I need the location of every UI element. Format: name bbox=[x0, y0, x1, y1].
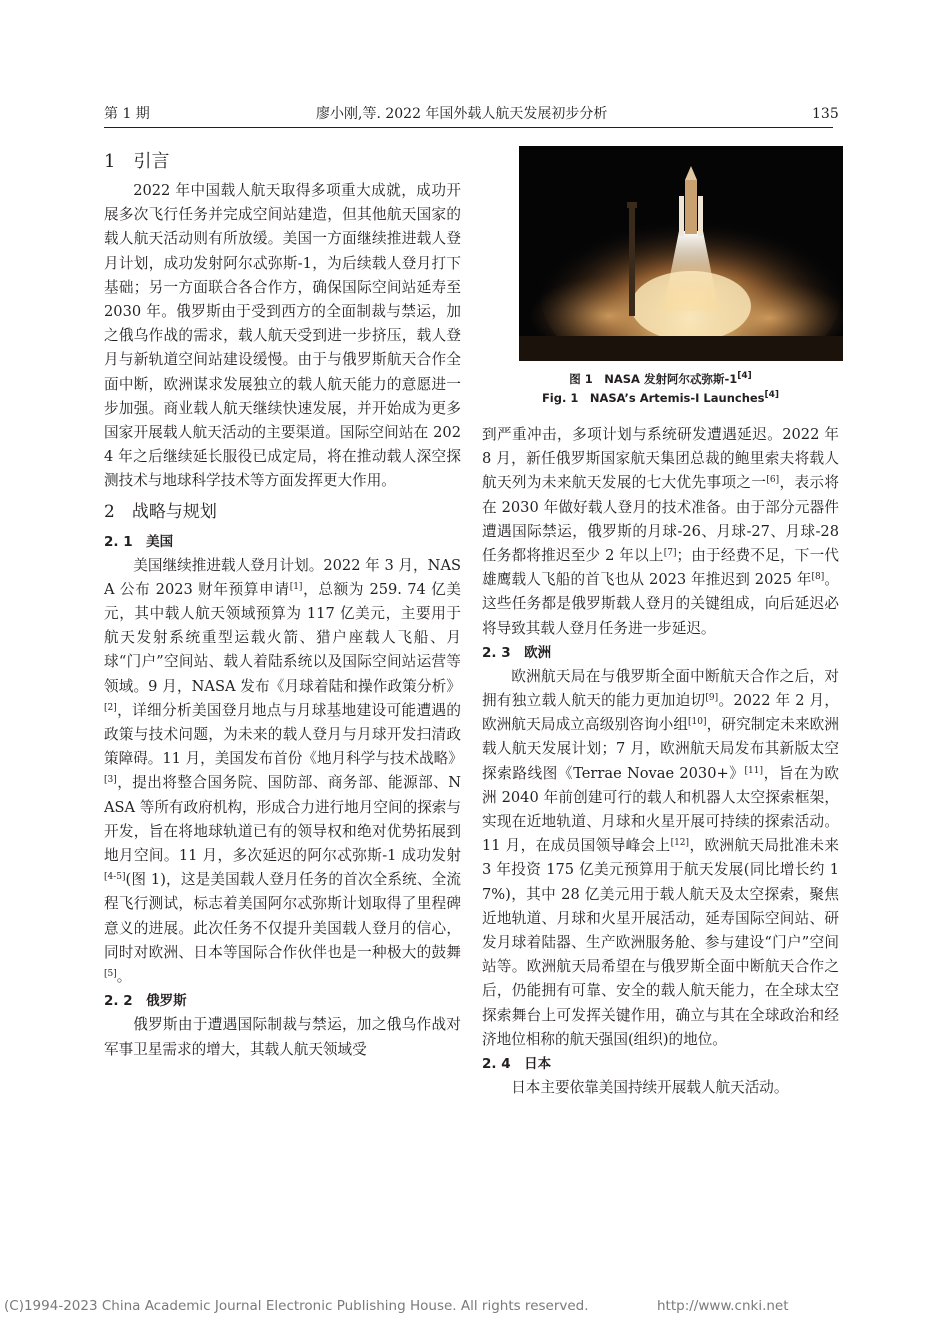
section-2-heading: 2 战略与规划 bbox=[104, 501, 217, 522]
copyright-notice: (C)1994-2023 China Academic Journal Electronic Publishing House. All rights reserved. bbox=[4, 1298, 589, 1314]
citation-10: [10] bbox=[688, 717, 707, 728]
right-column bbox=[482, 423, 839, 1100]
citation-12: [12] bbox=[670, 838, 690, 849]
figure-1-caption-en: Fig. 1 NASA’s Artemis-I Launches[4] bbox=[541, 390, 780, 405]
figure-1-image bbox=[519, 146, 843, 361]
intro-paragraph: 2022 年中国载人航天取得多项重大成就，成功开展多次飞行任务并完成空间站建造，但其他航天国家的载人航天活动则有所放缓。美国一方面继续推进载人登月计划，成功发射阿尔忒弥斯-1，为后续载人登月打下基础；另一方面联合各合作方，确保国际空间站延寿至 2030 年。俄罗斯由于受到西方的全面制裁与禁运，加之俄乌作战的需求，载人航天受到进一步挤压，载人登月与新轨道空间站建设缓慢。由于与俄罗斯航天合作全面中断，欧洲谋求发展独立的载人航天能力的意愿进一步加强。商业载人航天继续快速发展，并开始成为更多国家开展载人航天活动的主要渠道。国际空间站在 2024 年之后继续延长服役已成定局，将在推动载人深空探测技术与地球科学技术等方面发挥更大作用。 bbox=[104, 182, 461, 490]
cnki-url[interactable]: http://www.cnki.net bbox=[657, 1298, 789, 1314]
citation-1: [1] bbox=[289, 581, 303, 592]
russia-paragraph-start: 俄罗斯由于遭遇国际制裁与禁运，加之俄乌作战对军事卫星需求的增大，其载人航天领域受 bbox=[104, 1016, 461, 1058]
page-number: 135 bbox=[812, 106, 839, 122]
header-rule bbox=[104, 127, 833, 128]
us-paragraph: 美国继续推进载人登月计划。2022 年 3 月，NASA 公布 2023 财年预算申请[1]，总额为 259. 74 亿美元，其中载人航天领域预算为 117 亿美元，主要用于航天发射系统重型运载火箭、猎户座载人飞船、月球“门户”空间站、载人着陆系统以及国际空间站运营等领域。9 月，NASA 发布《月球着陆和操作政策分析》[2]，详细分析美国登月地点与月球基地建设可能遭遇的政策与技术问题，为未来的载人登月与月球开发扫清政策障碍。11 月，美国发布首份《地月科学与技术战略》[3]，提出将整合国务院、国防部、商务部、能源部、NASA 等所有政府机构，形成合力进行地月空间的探索与开发，旨在将地球轨道已有的领导权和绝对优势拓展到地月空间。11 月，多次延迟的阿尔忒弥斯-1 成功发射[4-5](图 1)，这是美国载人登月任务的首次全系统、全流程飞行测试，标志着美国阿尔忒弥斯计划取得了里程碑意义的进展。此次任务不仅提升美国载人登月的信心，同时对欧洲、日本等国际合作伙伴也是一种极大的鼓舞[5]。 bbox=[104, 556, 463, 986]
citation-8: [8] bbox=[811, 572, 825, 583]
citation-3: [3] bbox=[104, 775, 117, 786]
citation-9: [9] bbox=[705, 693, 719, 704]
citation-6: [6] bbox=[766, 475, 780, 486]
citation-5: [5] bbox=[104, 969, 117, 980]
subsection-2-2-heading: 2. 2 俄罗斯 bbox=[104, 993, 187, 1010]
citation-4-5: [4-5] bbox=[104, 872, 126, 883]
left-column bbox=[104, 146, 461, 1062]
japan-paragraph: 日本主要依靠美国持续开展载人航天活动。 bbox=[511, 1079, 789, 1097]
subsection-2-4-heading: 2. 4 日本 bbox=[482, 1056, 552, 1073]
europe-paragraph: 欧洲航天局在与俄罗斯全面中断航天合作之后，对拥有独立载人航天的能力更加迫切[9]。2022 年 2 月，欧洲航天局成立高级别咨询小组[10]，研究制定未来欧洲载人航天发展计划；7 月，欧洲航天局发布其新版太空探索路线图《Terrae Novae 2030+》[11]，旨在为欧洲 2040 年前创建可行的载人和机器人太空探索框架，实现在近地轨道、月球和火星开展可持续的探索活动。11 月，在成员国领导峰会上[12]，欧洲航天局批准未来 3 年投资 175 亿美元预算用于航天发展(同比增长约 17%)，其中 28 亿美元用于载人航天及太空探索，聚焦近地轨道、月球和火星开展活动，延寿国际空间站、研发月球着陆器、生产欧洲服务舱、参与建设“门户”空间站等。欧洲航天局希望在与俄罗斯全面中断航天合作之后，仍能拥有可靠、安全的载人航天能力，在全球太空探索舞台上可发挥关键作用，确立与其在全球政治和经济地位相称的航天强国(组织)的地位。 bbox=[482, 667, 839, 1048]
running-title: 廖小刚,等. 2022 年国外载人航天发展初步分析 bbox=[316, 106, 608, 122]
russia-paragraph-continued: 到严重冲击，多项计划与系统研发遭遇延迟。2022 年 8 月，新任俄罗斯国家航天集团总裁的鲍里索夫将载人航天列为未来航天发展的七大优先事项之一[6]，表示将在 2030 年做好载人登月的技术准备。由于部分元器件遭遇国际禁运，俄罗斯的月球-26、月球-27、月球-28 任务都将推迟至少 2 年以上[7]；由于经费不足，下一代雄鹰载人飞船的首飞也从 2023 年推迟到 2025 年[8]。这些任务都是俄罗斯载人登月的关键组成，向后延迟必将导致其载人登月任务进一步延迟。 bbox=[482, 426, 839, 637]
section-1-heading: 1 引言 bbox=[104, 151, 170, 172]
subsection-2-3-heading: 2. 3 欧洲 bbox=[482, 644, 552, 661]
citation-7: [7] bbox=[663, 548, 677, 559]
citation-2: [2] bbox=[104, 702, 117, 713]
rocket-launch-photo-icon bbox=[519, 146, 843, 361]
citation-11: [11] bbox=[744, 765, 763, 776]
figure-1-caption-cn: 图 1 NASA 发射阿尔忒弥斯-1[4] bbox=[569, 371, 752, 386]
journal-issue: 第 1 期 bbox=[104, 106, 150, 122]
subsection-2-1-heading: 2. 1 美国 bbox=[104, 533, 174, 550]
